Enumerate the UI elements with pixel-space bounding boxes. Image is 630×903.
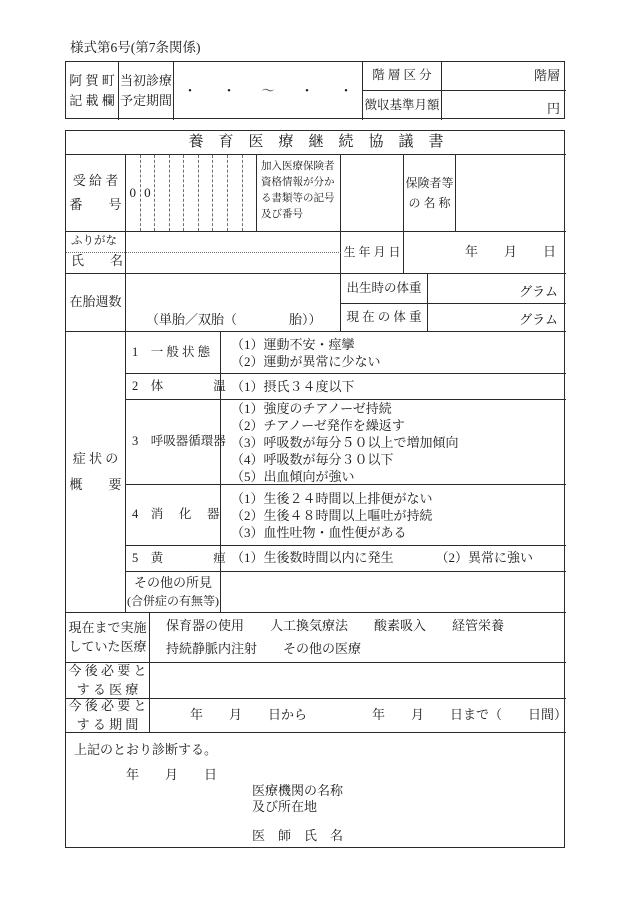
treatment-line: 持続静脈内注射 その他の医療 [166,640,362,656]
doctor-name-label: 医 師 氏 名 [252,828,344,843]
furigana-label: ふりがな [71,235,117,247]
symptom-item: （3）呼吸数が毎分５０以上で増加傾向 [231,434,459,450]
recipient-digit-cell [212,155,227,231]
diagnosis-statement: 上記のとおり診断する。 [74,742,218,757]
header-table [65,61,565,119]
name-label-cell [66,232,126,274]
other-findings-label: その他の所見 (合併症の有無等) [126,572,221,613]
name-label: 氏 名 [71,252,124,268]
birth-weight-label: 出生時の体重 [341,274,428,304]
medical-institution-address-label: 及び所在地 [252,799,318,814]
symptom-row-jaundice-items [221,546,566,572]
birthdate-value: 年 月 日 [404,232,566,274]
furigana-name-separator [66,252,341,253]
birth-weight-unit: グラム [428,274,566,304]
recipient-digit-cell [227,155,242,231]
recipient-number-digits [126,155,257,232]
future-medical-label: 今 後 必 要 と す る 医 療 [66,663,150,699]
current-weight-label: 現 在 の 体 重 [341,304,428,332]
other-findings-field [221,572,566,613]
insurer-name-label: 保険者等 の 名 称 [404,155,456,232]
future-period-field: 年 月 日から 年 月 日まで（ 日間） [150,699,566,733]
symptom-row-digestive-items [221,485,566,546]
form-title: 養 育 医 療 継 続 協 議 書 [66,131,566,155]
symptom-item: （2）チアノーゼ発作を繰返す [231,417,405,433]
gestation-note: （単胎／双胎（ 胎）） [146,311,322,327]
levy-base-value: 円 [546,100,560,116]
symptom-item: （1）強度のチアノーゼ持続 [231,400,392,416]
symptom-item: （1）生後２４時間以上排便がない [231,490,433,506]
symptom-item: （5）出血傾向が強い [231,468,355,484]
symptom-row-general-items [221,332,566,374]
birthdate-label: 生 年 月 日 [341,232,404,274]
future-medical-field [150,663,566,699]
initial-period-label: 当初診療 予定期間 [119,62,174,120]
insurance-doc-field [341,155,404,232]
diagnosis-block [66,733,566,849]
treatment-to-date-label: 現在まで実施 していた医療 [66,613,150,663]
gestation-weeks-label: 在胎週数 [66,274,126,332]
treatment-to-date-field [150,613,566,663]
levy-base-label: 徴収基準月額 [363,91,442,120]
symptom-row-respiratory-label: 3 呼吸器循環器 [126,400,221,485]
symptom-row-jaundice-label: 5 黄 疸 [126,546,221,572]
medical-institution-name-label: 医療機関の名称 [252,783,344,798]
symptom-row-temperature-items [221,374,566,400]
gestation-weeks-field [126,274,341,332]
symptom-row-respiratory-items [221,400,566,485]
recipient-digit-cell [242,155,257,231]
tier-class-value: 階層 [442,62,566,91]
symptom-row-temperature-label: 2 体 温 [126,374,221,400]
symptom-item: （2）生後４８時間以上嘔吐が持続 [231,507,433,523]
current-weight-unit: グラム [428,304,566,332]
initial-period-value: ・ ・ ～ ・ ・ [174,62,363,120]
recipient-digit-cell [169,155,184,231]
symptom-item: （2）異常に強い [435,550,534,566]
treatment-line: 保育器の使用 人工換気療法 酸素吸入 経管栄養 [166,618,505,634]
symptom-item: （4）呼吸数が毎分３０以下 [231,451,394,467]
insurer-name-field [456,155,566,232]
symptom-row-digestive-label: 4 消 化 器 [126,485,221,546]
symptom-item: （2）運動が異常に少ない [231,353,381,369]
recipient-digit-cell [154,155,169,231]
symptom-item: （1）生後数時間以内に発生 [231,550,394,566]
recipient-digit-cell [183,155,198,231]
office-use-label: 阿 賀 町 記 載 欄 [66,62,119,120]
recipient-digit-cell: 0 [140,155,155,231]
diagnosis-date: 年 月 日 [126,767,218,782]
symptoms-summary-label: 症 状 の 概 要 [66,332,126,613]
recipient-digit-cell [198,155,213,231]
form-number: 様式第6号(第7条関係) [70,40,201,55]
future-period-label: 今 後 必 要 と す る 期 間 [66,699,150,733]
symptom-row-general-label: 1 一 般 状 態 [126,332,221,374]
insurance-doc-note: 加入医療保険者資格情報が分かる書類等の記号及び番号 [257,155,341,232]
name-field [126,232,341,274]
symptom-item: （3）血性吐物・血性便がある [231,524,407,540]
tier-class-label: 階 層 区 分 [363,62,442,91]
recipient-number-label: 受 給 者 番 号 [66,155,126,232]
symptom-item: （1）摂氏３４度以下 [231,379,355,394]
recipient-digit-cell: 0 [129,184,137,200]
symptom-item: （1）運動不安・痙攣 [231,336,355,352]
main-table [65,130,568,848]
